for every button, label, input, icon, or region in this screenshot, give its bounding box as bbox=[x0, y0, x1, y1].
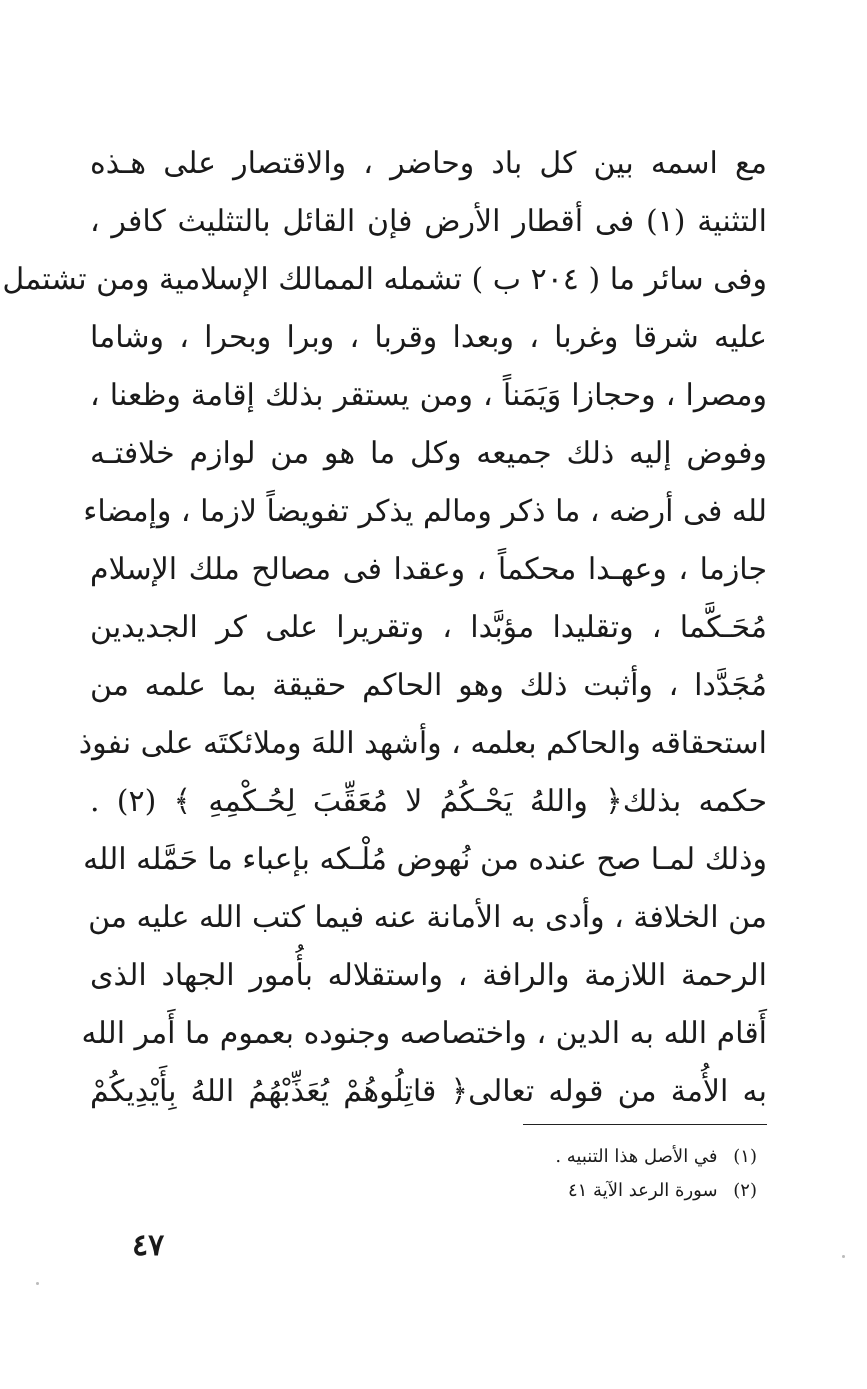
text-line: ومصرا ، وحجازا وَيَمَناً ، ومن يستقر بذلك إقامة وظعنا ، bbox=[90, 378, 767, 413]
scan-speck bbox=[842, 1255, 845, 1258]
footnote-1 bbox=[257, 1140, 757, 1174]
text-line: استحقاقه والحاكم بعلمه ، وأشهد اللهَ وملائكتَه على نفوذ bbox=[78, 726, 767, 761]
text-line: مع اسمه بين كل باد وحاضر ، والاقتصار على هـذه bbox=[90, 146, 767, 181]
page-number: ٤٧ bbox=[132, 1228, 165, 1263]
footnote-text: سورة الرعد الآية ٤١ bbox=[567, 1180, 718, 1201]
footnote-text: في الأصل هذا التنبيه . bbox=[555, 1146, 718, 1167]
text-line: به الأُمة من قوله تعالى﴿ قاتِلُوهُمْ يُعَذِّبْهُمُ اللهُ بِأَيْدِيكُمْ bbox=[90, 1074, 767, 1109]
text-line: وذلك لمـا صح عنده من نُهوض مُلْـكه بإعباء ما حَمَّله الله bbox=[83, 842, 767, 877]
text-line: التثنية (١) فى أقطار الأرض فإن القائل بالتثليث كافر ، bbox=[90, 204, 767, 239]
footnote-separator bbox=[523, 1124, 767, 1125]
text-line: عليه شرقا وغربا ، وبعدا وقربا ، وبرا وبحرا ، وشاما bbox=[90, 320, 767, 355]
text-line: جازما ، وعهـدا محكماً ، وعقدا فى مصالح ملك الإسلام bbox=[90, 552, 767, 587]
text-line: وفى سائر ما ( ٢٠٤ ب ) تشمله الممالك الإسلامية ومن تشتمل bbox=[2, 262, 767, 297]
scan-speck bbox=[36, 1282, 39, 1285]
main-text-block bbox=[2, 135, 767, 1121]
text-line: من الخلافة ، وأدى به الأمانة عنه فيما كتب الله عليه من bbox=[88, 900, 767, 935]
footnotes bbox=[257, 1140, 757, 1208]
text-line: مُجَدَّدا ، وأثبت ذلك وهو الحاكم حقيقة بما علمه من bbox=[90, 668, 767, 703]
footnote-2 bbox=[257, 1174, 757, 1208]
text-line: الرحمة اللازمة والرافة ، واستقلاله بأُمور الجهاد الذى bbox=[90, 958, 767, 993]
text-line: حكمه بذلك﴿ واللهُ يَحْـكُمُ لا مُعَقِّبَ لِحُـكْمِهِ ﴾ (٢) . bbox=[90, 784, 767, 819]
footnote-marker: (٢) bbox=[733, 1180, 757, 1201]
text-line: لله فى أرضه ، ما ذكر ومالم يذكر تفويضاً لازما ، وإمضاء bbox=[83, 494, 767, 529]
text-line: أَقام الله به الدين ، واختصاصه وجنوده بعموم ما أَمر الله bbox=[81, 1016, 767, 1051]
text-line: مُحَـكَّما ، وتقليدا مؤبَّدا ، وتقريرا على كر الجديدين bbox=[90, 610, 767, 645]
text-line: وفوض إليه ذلك جميعه وكل ما هو من لوازم خلافتـه bbox=[90, 436, 767, 471]
footnote-marker: (١) bbox=[733, 1146, 757, 1167]
